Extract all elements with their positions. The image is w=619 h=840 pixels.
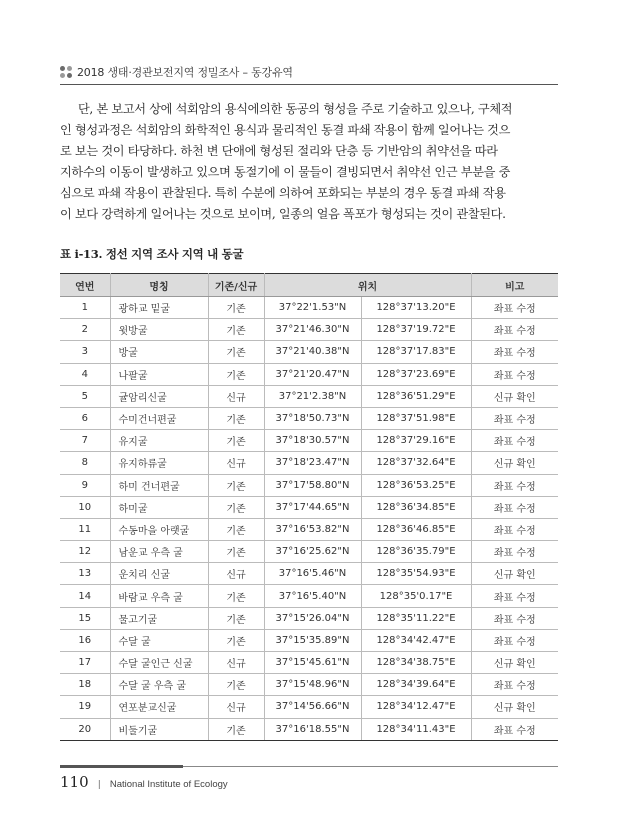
cave-table	[60, 273, 558, 741]
cell-longitude: 128°34'12.47"E	[361, 696, 471, 718]
cell-no: 6	[60, 407, 110, 429]
cell-no: 15	[60, 607, 110, 629]
table-row	[60, 696, 558, 718]
table-row	[60, 652, 558, 674]
cell-longitude: 128°34'42.47"E	[361, 629, 471, 651]
cell-no: 18	[60, 674, 110, 696]
cell-status: 신규	[208, 563, 264, 585]
cell-latitude: 37°21'40.38"N	[264, 341, 361, 363]
cell-status: 기존	[208, 341, 264, 363]
cell-note: 신규 확인	[471, 452, 558, 474]
cell-status: 기존	[208, 474, 264, 496]
cell-latitude: 37°16'5.40"N	[264, 585, 361, 607]
body-line: 인 형성과정은 석회암의 화학적인 용식과 물리적인 동결 파쇄 작용이 함께 일어나는 것으	[60, 123, 510, 137]
cell-latitude: 37°18'50.73"N	[264, 407, 361, 429]
cell-longitude: 128°35'0.17"E	[361, 585, 471, 607]
cell-status: 기존	[208, 319, 264, 341]
cell-longitude: 128°36'46.85"E	[361, 518, 471, 540]
cell-status: 신규	[208, 452, 264, 474]
cell-longitude: 128°37'17.83"E	[361, 341, 471, 363]
cell-status: 기존	[208, 496, 264, 518]
cell-note: 좌표 수정	[471, 407, 558, 429]
body-line: 로 보는 것이 타당하다. 하천 변 단애에 형성된 절리와 단층 등 기반암의 취약선을 따라	[60, 144, 498, 158]
table-row	[60, 297, 558, 319]
cell-no: 20	[60, 718, 110, 740]
table-row	[60, 563, 558, 585]
body-line: 지하수의 이동이 발생하고 있으며 동절기에 이 물들이 결빙되면서 취약선 인근 부분을 중	[60, 165, 510, 179]
table-body	[60, 297, 558, 741]
cell-latitude: 37°15'26.04"N	[264, 607, 361, 629]
cell-name: 하미 건너편굴	[110, 474, 208, 496]
cell-no: 10	[60, 496, 110, 518]
cell-no: 19	[60, 696, 110, 718]
cell-no: 7	[60, 430, 110, 452]
cell-note: 좌표 수정	[471, 585, 558, 607]
cell-name: 수동마을 아랫굴	[110, 518, 208, 540]
table-row	[60, 474, 558, 496]
table-row	[60, 585, 558, 607]
table-row	[60, 518, 558, 540]
header-divider	[60, 84, 558, 85]
cell-name: 수달 굴 우측 굴	[110, 674, 208, 696]
cell-note: 좌표 수정	[471, 363, 558, 385]
cell-name: 유지굴	[110, 430, 208, 452]
table-row	[60, 407, 558, 429]
page-footer	[60, 772, 228, 791]
cell-latitude: 37°16'5.46"N	[264, 563, 361, 585]
cell-longitude: 128°37'23.69"E	[361, 363, 471, 385]
cell-no: 9	[60, 474, 110, 496]
cell-latitude: 37°18'30.57"N	[264, 430, 361, 452]
cell-longitude: 128°37'51.98"E	[361, 407, 471, 429]
cell-no: 5	[60, 385, 110, 407]
cell-note: 좌표 수정	[471, 629, 558, 651]
table-row	[60, 718, 558, 740]
cell-name: 물고기굴	[110, 607, 208, 629]
cell-name: 하미굴	[110, 496, 208, 518]
running-header-title: 2018 생태·경관보전지역 정밀조사 – 동강유역	[77, 66, 293, 79]
cell-longitude: 128°37'29.16"E	[361, 430, 471, 452]
cell-latitude: 37°15'48.96"N	[264, 674, 361, 696]
cell-latitude: 37°21'46.30"N	[264, 319, 361, 341]
cell-latitude: 37°21'2.38"N	[264, 385, 361, 407]
four-dots-icon	[60, 66, 72, 78]
cell-status: 기존	[208, 585, 264, 607]
table-row	[60, 363, 558, 385]
table-row	[60, 607, 558, 629]
cell-status: 기존	[208, 718, 264, 740]
cell-longitude: 128°36'53.25"E	[361, 474, 471, 496]
cell-no: 12	[60, 541, 110, 563]
page-number: 110	[60, 773, 89, 791]
cell-longitude: 128°35'54.93"E	[361, 563, 471, 585]
cell-no: 16	[60, 629, 110, 651]
cell-latitude: 37°14'56.66"N	[264, 696, 361, 718]
cell-name: 유지하류굴	[110, 452, 208, 474]
cell-latitude: 37°17'44.65"N	[264, 496, 361, 518]
running-header	[60, 62, 558, 84]
table-row	[60, 674, 558, 696]
body-line: 이 보다 강력하게 일어나는 것으로 보이며, 일종의 얼음 폭포가 형성되는 것이 관찰된다.	[60, 207, 506, 221]
cell-no: 2	[60, 319, 110, 341]
cell-latitude: 37°22'1.53"N	[264, 297, 361, 319]
cell-no: 17	[60, 652, 110, 674]
cell-longitude: 128°37'19.72"E	[361, 319, 471, 341]
cell-note: 좌표 수정	[471, 496, 558, 518]
cell-note: 좌표 수정	[471, 430, 558, 452]
cell-no: 13	[60, 563, 110, 585]
header-no: 연번	[60, 274, 110, 297]
cell-note: 신규 확인	[471, 652, 558, 674]
cell-longitude: 128°36'51.29"E	[361, 385, 471, 407]
body-paragraph	[60, 99, 558, 225]
cell-latitude: 37°16'53.82"N	[264, 518, 361, 540]
cell-latitude: 37°16'25.62"N	[264, 541, 361, 563]
cell-name: 나팔굴	[110, 363, 208, 385]
table-row	[60, 452, 558, 474]
cell-longitude: 128°36'35.79"E	[361, 541, 471, 563]
cell-name: 귤암리신굴	[110, 385, 208, 407]
cell-name: 비둘기굴	[110, 718, 208, 740]
header-location: 위치	[264, 274, 471, 297]
cell-status: 신규	[208, 652, 264, 674]
cell-name: 운치리 신굴	[110, 563, 208, 585]
cell-name: 수미건너편굴	[110, 407, 208, 429]
cell-status: 신규	[208, 696, 264, 718]
table-row	[60, 541, 558, 563]
cell-note: 좌표 수정	[471, 474, 558, 496]
table-row	[60, 430, 558, 452]
footer-organization: National Institute of Ecology	[109, 779, 228, 790]
cell-note: 좌표 수정	[471, 718, 558, 740]
cell-no: 14	[60, 585, 110, 607]
cell-note: 신규 확인	[471, 696, 558, 718]
cell-status: 기존	[208, 430, 264, 452]
cell-longitude: 128°37'13.20"E	[361, 297, 471, 319]
cell-longitude: 128°34'38.75"E	[361, 652, 471, 674]
cell-status: 기존	[208, 541, 264, 563]
cell-no: 1	[60, 297, 110, 319]
cell-status: 기존	[208, 629, 264, 651]
table-row	[60, 341, 558, 363]
cell-note: 신규 확인	[471, 385, 558, 407]
table-row	[60, 385, 558, 407]
footer-thick-rule	[60, 765, 183, 768]
cell-note: 좌표 수정	[471, 297, 558, 319]
body-line: 심으로 파쇄 작용이 관찰된다. 특히 수분에 의하여 포화되는 부분의 경우 동결 파쇄 작용	[60, 186, 506, 200]
cell-latitude: 37°18'23.47"N	[264, 452, 361, 474]
cell-status: 기존	[208, 363, 264, 385]
table-caption: 표 i-13. 정선 지역 조사 지역 내 동굴	[60, 247, 244, 261]
cell-note: 좌표 수정	[471, 674, 558, 696]
cell-note: 좌표 수정	[471, 518, 558, 540]
cell-no: 3	[60, 341, 110, 363]
table-row	[60, 629, 558, 651]
cell-name: 윗방굴	[110, 319, 208, 341]
footer-thin-rule	[183, 766, 558, 767]
cell-name: 방굴	[110, 341, 208, 363]
cell-name: 연포분교신굴	[110, 696, 208, 718]
body-line: 단, 본 보고서 상에 석회암의 용식에의한 동공의 형성을 주로 기술하고 있으나, 구체적	[78, 102, 513, 116]
header-name: 명칭	[110, 274, 208, 297]
cell-status: 기존	[208, 607, 264, 629]
cell-no: 4	[60, 363, 110, 385]
cell-status: 기존	[208, 297, 264, 319]
cell-latitude: 37°16'18.55"N	[264, 718, 361, 740]
cell-note: 좌표 수정	[471, 541, 558, 563]
cell-note: 좌표 수정	[471, 319, 558, 341]
cell-status: 신규	[208, 385, 264, 407]
cell-status: 기존	[208, 674, 264, 696]
footer-separator: |	[97, 780, 101, 790]
cell-latitude: 37°21'20.47"N	[264, 363, 361, 385]
cell-name: 수달 굴인근 신굴	[110, 652, 208, 674]
cell-note: 좌표 수정	[471, 341, 558, 363]
header-note: 비고	[471, 274, 558, 297]
cell-longitude: 128°35'11.22"E	[361, 607, 471, 629]
cell-name: 광하교 밑굴	[110, 297, 208, 319]
cell-longitude: 128°34'39.64"E	[361, 674, 471, 696]
cell-latitude: 37°15'45.61"N	[264, 652, 361, 674]
cell-note: 신규 확인	[471, 563, 558, 585]
cell-note: 좌표 수정	[471, 607, 558, 629]
cell-latitude: 37°17'58.80"N	[264, 474, 361, 496]
cell-latitude: 37°15'35.89"N	[264, 629, 361, 651]
cell-longitude: 128°36'34.85"E	[361, 496, 471, 518]
cell-name: 수달 굴	[110, 629, 208, 651]
cell-name: 바람교 우측 굴	[110, 585, 208, 607]
table-header-row	[60, 274, 558, 297]
cell-longitude: 128°34'11.43"E	[361, 718, 471, 740]
cell-status: 기존	[208, 518, 264, 540]
header-status: 기존/신규	[208, 274, 264, 297]
cell-no: 11	[60, 518, 110, 540]
cell-name: 남운교 우측 굴	[110, 541, 208, 563]
table-row	[60, 319, 558, 341]
table-row	[60, 496, 558, 518]
cell-longitude: 128°37'32.64"E	[361, 452, 471, 474]
cell-status: 기존	[208, 407, 264, 429]
cell-no: 8	[60, 452, 110, 474]
